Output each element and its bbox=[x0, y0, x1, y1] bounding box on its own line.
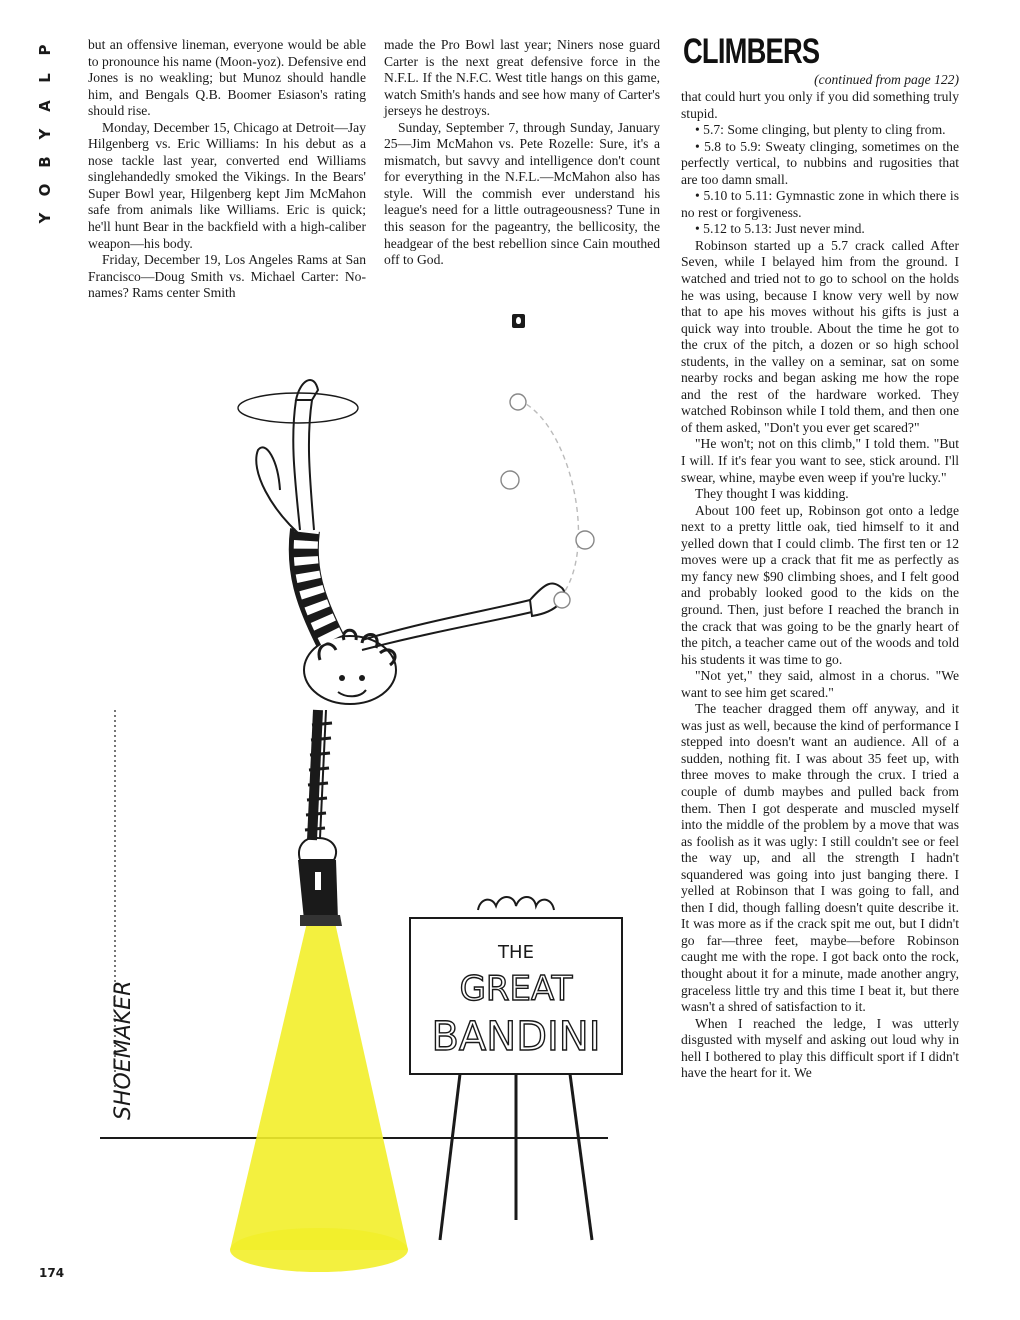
spotlight-beam bbox=[230, 918, 408, 1250]
hand bbox=[299, 838, 336, 860]
page-number: 174 bbox=[39, 1266, 65, 1280]
spotlight-pool bbox=[230, 1228, 408, 1272]
easel-sign bbox=[410, 897, 622, 1240]
paragraph: About 100 feet up, Robinson got onto a ledge next to a pretty little oak, tied himself to it and yelled down that I could climb. The first ten or 12 moves were up a crack that fit me as perfectly as my fancy new $90 climbing shoes, and I felt good and probably looked good to the kids on the ground. Then, just before I reached the branch in the crack that was going to be the gnarly heart of the pitch, a teacher came out of the woods and told his students it was time to go. bbox=[681, 502, 959, 667]
rating-item: • 5.8 to 5.9: Sweaty clinging, sometimes on the perfectly vertical, to nubbins and rugosities that are too damn small. bbox=[681, 138, 959, 187]
paragraph: that could hurt you only if you did something truly stupid. bbox=[681, 89, 959, 121]
paragraph: but an offensive lineman, everyone would be able to pronounce his name (Moon-yoz). Defensive end Jones is no weakling; but Munoz should handle him, and Bengals Q.B. Boomer Esiason's rating should rise. bbox=[88, 37, 366, 119]
logo-letter: Y bbox=[36, 212, 54, 224]
paragraph: made the Pro Bowl last year; Niners nose guard Carter is the next great defensive force in the N.F.L. If the N.F.C. West title hangs on this game, watch Smith's hands and see how many of Carter's jerseys he destroys. bbox=[384, 37, 660, 119]
paragraph: Sunday, September 7, through Sunday, January 25—Jim McMahon vs. Pete Rozelle: Sure, it's a mismatch, but savvy and intelligence don't count for everything in the N.F.L.—McMahon also has style. Will the commish ever understand his league's need for a little outrageousness? Tune in this season for the pageantry, the bellicosity, the headgear of the best rebellion since Cain mouthed off to God. bbox=[384, 119, 660, 268]
article-heading: CLIMBERS bbox=[683, 32, 820, 71]
logo-letter: L bbox=[36, 73, 54, 83]
logo-letter: Y bbox=[36, 128, 54, 140]
sign-line-3: BANDINI bbox=[431, 1014, 601, 1060]
juggling-ball-icon bbox=[554, 592, 570, 608]
juggling-arc bbox=[518, 400, 578, 598]
rabbit-end-mark-icon bbox=[512, 314, 525, 328]
logo-letter: P bbox=[36, 44, 54, 56]
text-column-1 bbox=[88, 37, 366, 302]
text-column-2 bbox=[384, 37, 660, 269]
juggling-ball-icon bbox=[576, 531, 594, 549]
rating-item: • 5.12 to 5.13: Just never mind. bbox=[695, 221, 865, 237]
paragraph: They thought I was kidding. bbox=[695, 486, 849, 502]
text-column-3 bbox=[681, 89, 959, 1082]
bandini-illustration bbox=[100, 360, 660, 1290]
paragraph: The teacher dragged them off anyway, and it was just as well, because the kind of performance I stepped into doesn't want an audience. All of a sudden, nothing fit. I was about 35 feet up, with three moves to make through the crux. I tried a couple of dumb maybes and pulled back from them. Then I got desperate and muscled myself into the middle of the problem by a move that was as foolish as it was ugly: I still couldn't see or feel the way up, and all the strength I hadn't squandered was going into just banging there. I yelled at Robinson that I was going to fall, and then I did, though falling doesn't quite describe it. It was more as if the crack spit me out, but I didn't go far—three feet, maybe—before Robinson caught me with the rope. I got back onto the rock, thought about it for a minute, made another angry, graceless little try and this time I beat it, but there wasn't a shred of satisfaction to it. bbox=[681, 701, 959, 1015]
running-logo bbox=[33, 36, 57, 232]
continued-line: (continued from page 122) bbox=[814, 72, 959, 87]
rating-item: • 5.7: Some clinging, but plenty to cling from. bbox=[695, 122, 946, 138]
juggling-ball-icon bbox=[501, 471, 519, 489]
paragraph: "Not yet," they said, almost in a chorus. "We want to see him get scared." bbox=[681, 668, 959, 700]
logo-letter: A bbox=[36, 100, 54, 112]
juggling-ball-icon bbox=[510, 394, 526, 410]
paragraph: Robinson started up a 5.7 crack called After Seven, while I belayed him from the ground. I watched and tried not to go to school on the holds he was using, because I know very well by now that to ape his moves without his gifts is just a quick way into trouble. About the time he got to the crux of the pitch, a dozen or so high school students, in the valley on a seminar, sat on some nearby rocks and began asking me how the rope and the rest of the hardware worked. They watched Robinson while I told them, and then one of them asked, "Don't you ever get scared?" bbox=[681, 237, 959, 435]
paragraph: Friday, December 19, Los Angeles Rams at San Francisco—Doug Smith vs. Michael Carter: No-names? Rams center Smith bbox=[88, 252, 366, 301]
paragraph: Monday, December 15, Chicago at Detroit—Jay Hilgenberg vs. Eric Williams: In his debut as a nose tackle last year, converted end Williams singlehandedly smoked the Vikings. In the Bears' Super Bowl year, Hilgenberg kept Jim McMahon safe from animals like Williams. Eric is quick; he'll hunt Bear in the backfield with a high-caliber weapon—his body. bbox=[88, 119, 366, 251]
flashlight-icon bbox=[298, 860, 342, 926]
rating-item: • 5.10 to 5.11: Gymnastic zone in which there is no rest or forgiveness. bbox=[681, 188, 959, 220]
logo-letter: O bbox=[36, 183, 54, 197]
sign-line-1: THE bbox=[498, 942, 534, 963]
logo-letter: B bbox=[36, 156, 54, 168]
performer-figure bbox=[256, 380, 564, 840]
paragraph: When I reached the ledge, I was utterly disgusted with myself and asking out loud why in hell I bothered to play this difficult sport if I didn't have the heart for it. We bbox=[681, 1015, 959, 1081]
sign-line-2: GREAT bbox=[459, 969, 573, 1009]
artist-signature: SHOEMAKER bbox=[111, 980, 136, 1120]
paragraph: "He won't; not on this climb," I told them. "But I will. If it's fear you want to see, stick around. I'll swear, whine, maybe even weep if you're lucky." bbox=[681, 436, 959, 485]
